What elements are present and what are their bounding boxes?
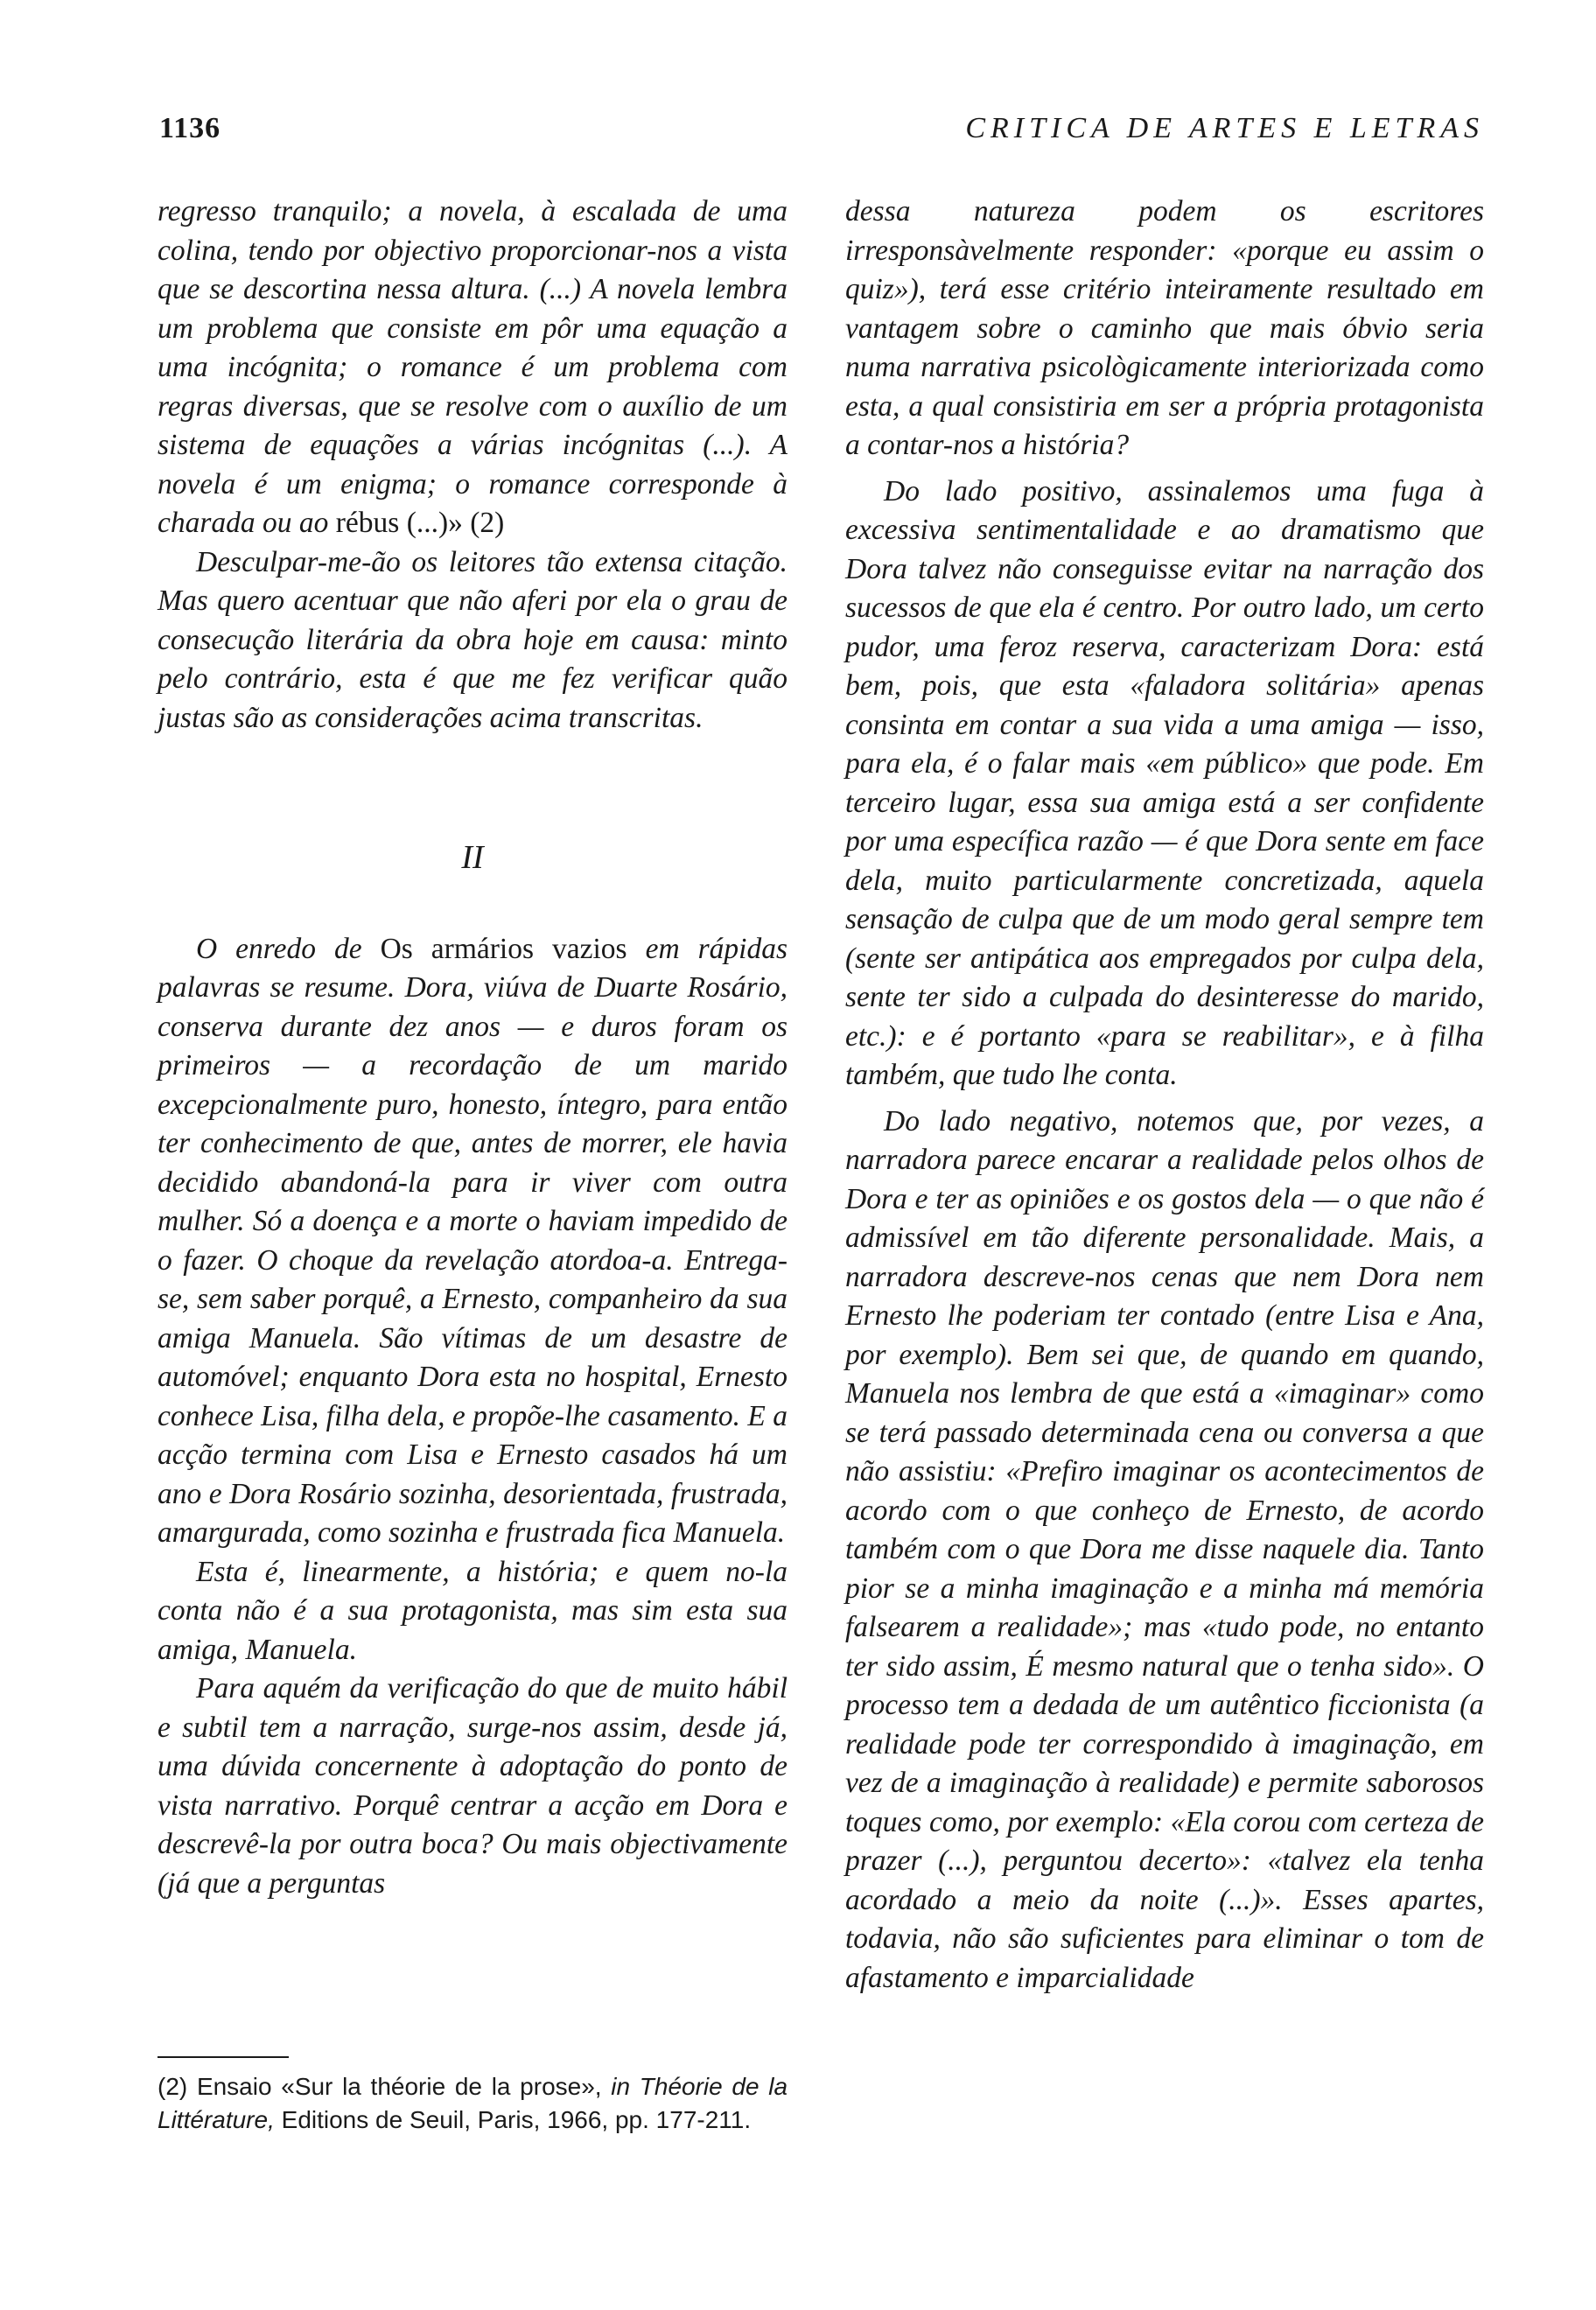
running-title: CRITICA DE ARTES E LETRAS: [965, 112, 1484, 144]
paragraph: Do lado negativo, notemos que, por vezes, a narradora parece encarar a realidade pelos olhos de Dora e ter as opiniões e os gostos dela — o que não é admissível em tão diferente personalidade. Mais, a narradora descreve-nos cenas que nem Dora nem Ernesto lhe poderiam ter contado (entre Lisa e Ana, por exemplo). Bem sei que, de quando em quando, Manuela nos lembra de que está a «imaginar» como se terá passado determinada cena ou conversa a que não assistiu: «Prefiro imaginar os acontecimentos de acordo com o que conheço de Ernesto, de acordo também com o que Dora me disse naquele dia. Tanto pior se a minha imaginação e a minha má memória falsearem a realidade»; mas «tudo pode, no entanto ter sido assim, É mesmo natural que o tenha sido». O processo tem a dedada de um autêntico ficcionista (a realidade pode ter correspondido à imaginação, em vez de a imaginação à realidade) e permite saborosos toques como, por exemplo: «Ela corou com certeza de prazer (...), perguntou decerto»: «talvez ela tenha acordado a meio da noite (...)». Esses apartes, todavia, não são suficientes para eliminar o tom de afastamento e imparcialidade: [845, 1104, 1484, 1994]
footnote-work-title: Théorie de la Littérature,: [158, 2073, 788, 2133]
paragraph: Desculpar-me-ão os leitores tão extensa citação. Mas quero acentuar que não aferi por ela o grau de consecução literária da obra hoje em causa: minto pelo contrário, esta é que me fez verificar quão justas são as considerações acima transcritas.: [158, 545, 788, 734]
right-column: [845, 192, 1484, 1998]
page-number: 1136: [159, 112, 221, 144]
paragraph: Esta é, linearmente, a história; e quem no-la conta não é a sua protagonista, mas sim esta sua amiga, Manuela.: [158, 1555, 788, 1666]
text-segment: em rápidas palavras se resume. Dora, viúva de Duarte Rosário, conserva durante dez anos — e duros foram os primeiros — a recordação de um marido excepcionalmente puro, honesto, íntegro, para então ter conhecimento de que, antes de morrer, ele havia decidido abandoná-la para ir viver com outra mulher. Só a doença e a morte o haviam impedido de o fazer. O choque da revelação atordoa-a. Entrega-se, sem saber porquê, a Ernesto, companheiro da sua amiga Manuela. São vítimas de um desastre de automóvel; enquanto Dora esta no hospital, Ernesto conhece Lisa, filha dela, e propõe-lhe casamento. E a acção termina com Lisa e Ernesto casados há um ano e Dora Rosário sozinha, desorientada, frustrada, amargurada, como sozinha e frustrada fica Manuela.: [158, 932, 788, 1549]
footnote-reference: (...)» (2): [406, 507, 505, 539]
word-rebus: rébus: [335, 507, 400, 539]
footnote: [158, 2070, 788, 2137]
section-heading: II: [461, 839, 484, 876]
paragraph: dessa natureza podem os escritores irresponsàvelmente responder: «porque eu assim o quiz»), terá esse critério inteiramente resultado em vantagem sobre o caminho que mais óbvio seria numa narrativa psicològicamente interiorizada como esta, a qual consistiria em ser a própria protagonista a contar-nos a história?: [845, 195, 1484, 461]
left-column: [158, 192, 788, 1903]
paragraph: [158, 192, 788, 543]
footnote-marker: (2): [158, 2073, 188, 2100]
footnote-text: Editions de Seuil, Paris, 1966, pp. 177-211.: [281, 2106, 752, 2133]
footnote-divider: [158, 2056, 289, 2058]
text-segment: O enredo de: [196, 932, 362, 965]
paragraph: Para aquém da verificação do que de muito hábil e subtil tem a narração, surge-nos assim, desde já, uma dúvida concernente à adoptação do ponto de vista narrativo. Porquê centrar a acção em Dora e descrevê-la por outra boca? Ou mais objectivamente (já que a perguntas: [158, 1672, 788, 1900]
paragraph: [158, 930, 788, 1553]
footnote-text: Ensaio «Sur la théorie de la prose»,: [196, 2073, 602, 2100]
footnote-in: in: [611, 2073, 631, 2100]
text-segment: regresso tranquilo; a novela, à escalada de uma colina, tendo por objectivo proporcionar-nos a vista que se descortina nessa altura. (...) A novela lembra um problema que consiste em pôr uma equação a uma incógnita; o romance é um problema com regras diversas, que se resolve com o auxílio de um sistema de equações a várias incógnitas (...). A novela é um enigma; o romance corresponde à charada ou ao: [158, 195, 788, 539]
paragraph: Do lado positivo, assinalemos uma fuga à excessiva sentimentalidade e ao dramatismo que Dora talvez não conseguisse evitar na narração dos sucessos de que ela é centro. Por outro lado, um certo pudor, uma feroz reserva, caracterizam Dora: está bem, pois, que esta «faladora solitária» apenas consinta em contar a sua vida a uma amiga — isso, para ela, é o falar mais «em público» que pode. Em terceiro lugar, essa sua amiga está a ser confidente por uma específica razão — é que Dora sente em face dela, muito particularmente concretizada, aquela sensação de culpa que de um modo geral sempre tem (sente ser antipática aos empregados por culpa dela, sente ter sido a culpada do desinteresse do marido, etc.): e é portanto «para se reabilitar», e à filha também, que tudo lhe conta.: [845, 474, 1484, 1091]
book-title: Os armários vazios: [380, 932, 627, 965]
